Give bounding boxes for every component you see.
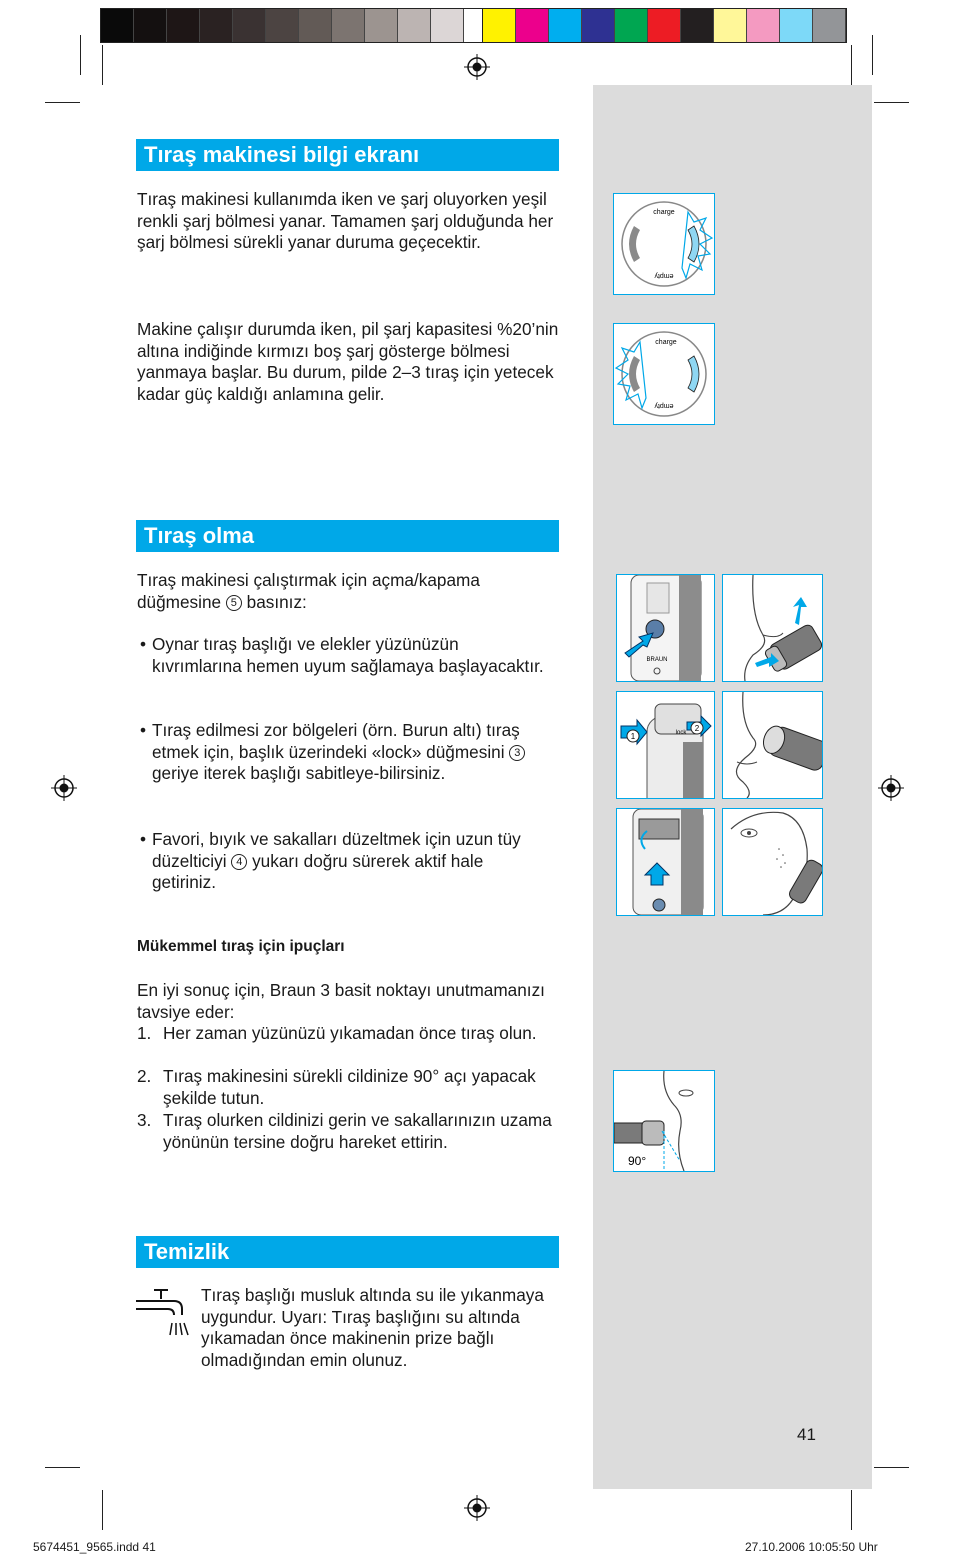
color-swatch — [648, 9, 681, 42]
cleaning-paragraph: Tıraş başlığı musluk altında su ile yıkanmaya uygundur. Uyarı: Tıraş başlığını su altında yıkamadan önce makinenin prize bağlı olmadığından emin olunuz. — [201, 1285, 544, 1370]
step-2-label: 2 — [694, 724, 700, 733]
charge-label: charge — [655, 339, 677, 346]
color-swatch — [299, 9, 332, 42]
crop-mark — [872, 35, 873, 75]
page-number: 41 — [797, 1425, 816, 1444]
color-swatch — [615, 9, 648, 42]
crop-mark — [851, 45, 852, 85]
water-tap-icon — [134, 1287, 190, 1339]
number-4-badge: 4 — [231, 854, 247, 870]
empty-label: empty — [654, 402, 674, 409]
color-swatch — [431, 9, 464, 42]
crop-mark — [102, 45, 103, 85]
registration-mark-icon — [464, 54, 490, 80]
number-5-badge: 5 — [226, 595, 242, 611]
brand-label: BRAUN — [646, 657, 668, 663]
registration-mark-icon — [878, 775, 904, 801]
color-swatch — [233, 9, 266, 42]
charge-display-figure — [613, 193, 715, 295]
crop-mark — [874, 1467, 909, 1468]
lock-label: lock — [675, 730, 687, 736]
empty-display-figure — [613, 323, 715, 425]
color-swatch — [101, 9, 134, 42]
crop-mark — [80, 35, 81, 75]
section-heading-shaving: Tıraş olma — [136, 520, 559, 552]
tips-subheading: Mükemmel tıraş için ipuçları — [137, 938, 345, 955]
display-paragraph-1: Tıraş makinesi kullanımda iken ve şarj oluyorken yeşil renkli şarj bölmesi yanar. Tamamen şarj olduğunda her şarj bölmesi sürekli yanar duruma geçecektir. — [137, 189, 554, 253]
section-heading-display: Tıraş makinesi bilgi ekranı — [136, 139, 559, 171]
tips-intro: En iyi sonuç için, Braun 3 basit noktayı unutmamanızı tavsiye eder: — [137, 980, 545, 1022]
trimmer-figure — [616, 808, 715, 916]
crop-mark — [874, 102, 909, 103]
registration-mark-icon — [51, 775, 77, 801]
angle-label: 90° — [628, 1154, 647, 1168]
number-3-badge: 3 — [509, 745, 525, 761]
color-swatch — [332, 9, 365, 42]
crop-mark — [45, 102, 80, 103]
crop-mark — [851, 1490, 852, 1530]
color-swatch — [398, 9, 431, 42]
display-paragraph-2: Makine çalışır durumda iken, pil şarj kapasitesi %20’nin altına indiğinde kırmızı boş şarj gösterge bölmesi yanmaya başlar. Bu durum, pilde 2–3 tıraş için yetecek kadar güç kaldığı anlamına gelir. — [137, 319, 559, 404]
sideburn-trim-figure — [722, 808, 823, 916]
color-swatch — [200, 9, 233, 42]
process-color-bar — [482, 8, 847, 43]
shaving-face-figure — [722, 574, 823, 682]
lock-button-figure — [616, 691, 715, 799]
footer-timestamp: 27.10.2006 10:05:50 Uhr — [745, 1540, 878, 1554]
color-swatch — [549, 9, 582, 42]
gray-color-bar — [100, 8, 498, 43]
color-swatch — [780, 9, 813, 42]
under-nose-figure — [722, 691, 823, 799]
color-swatch — [681, 9, 714, 42]
section-heading-cleaning: Temizlik — [136, 1236, 559, 1268]
color-swatch — [266, 9, 299, 42]
color-swatch — [582, 9, 615, 42]
color-swatch — [483, 9, 516, 42]
empty-label: empty — [654, 272, 674, 279]
registration-mark-icon — [464, 1495, 490, 1521]
color-swatch — [747, 9, 780, 42]
step-1-label: 1 — [630, 732, 636, 741]
color-swatch — [365, 9, 398, 42]
angle-90-figure — [613, 1070, 715, 1172]
color-swatch — [167, 9, 200, 42]
shaving-intro: Tıraş makinesi çalıştırmak için açma/kapama düğmesine 5 basınız: — [137, 570, 480, 612]
footer-file-info: 5674451_9565.indd 41 — [33, 1540, 156, 1554]
color-swatch — [516, 9, 549, 42]
color-swatch — [714, 9, 747, 42]
crop-mark — [45, 1467, 80, 1468]
charge-label: charge — [653, 209, 675, 216]
color-swatch — [134, 9, 167, 42]
on-off-button-figure — [616, 574, 715, 682]
color-swatch — [813, 9, 846, 42]
crop-mark — [102, 1490, 103, 1530]
